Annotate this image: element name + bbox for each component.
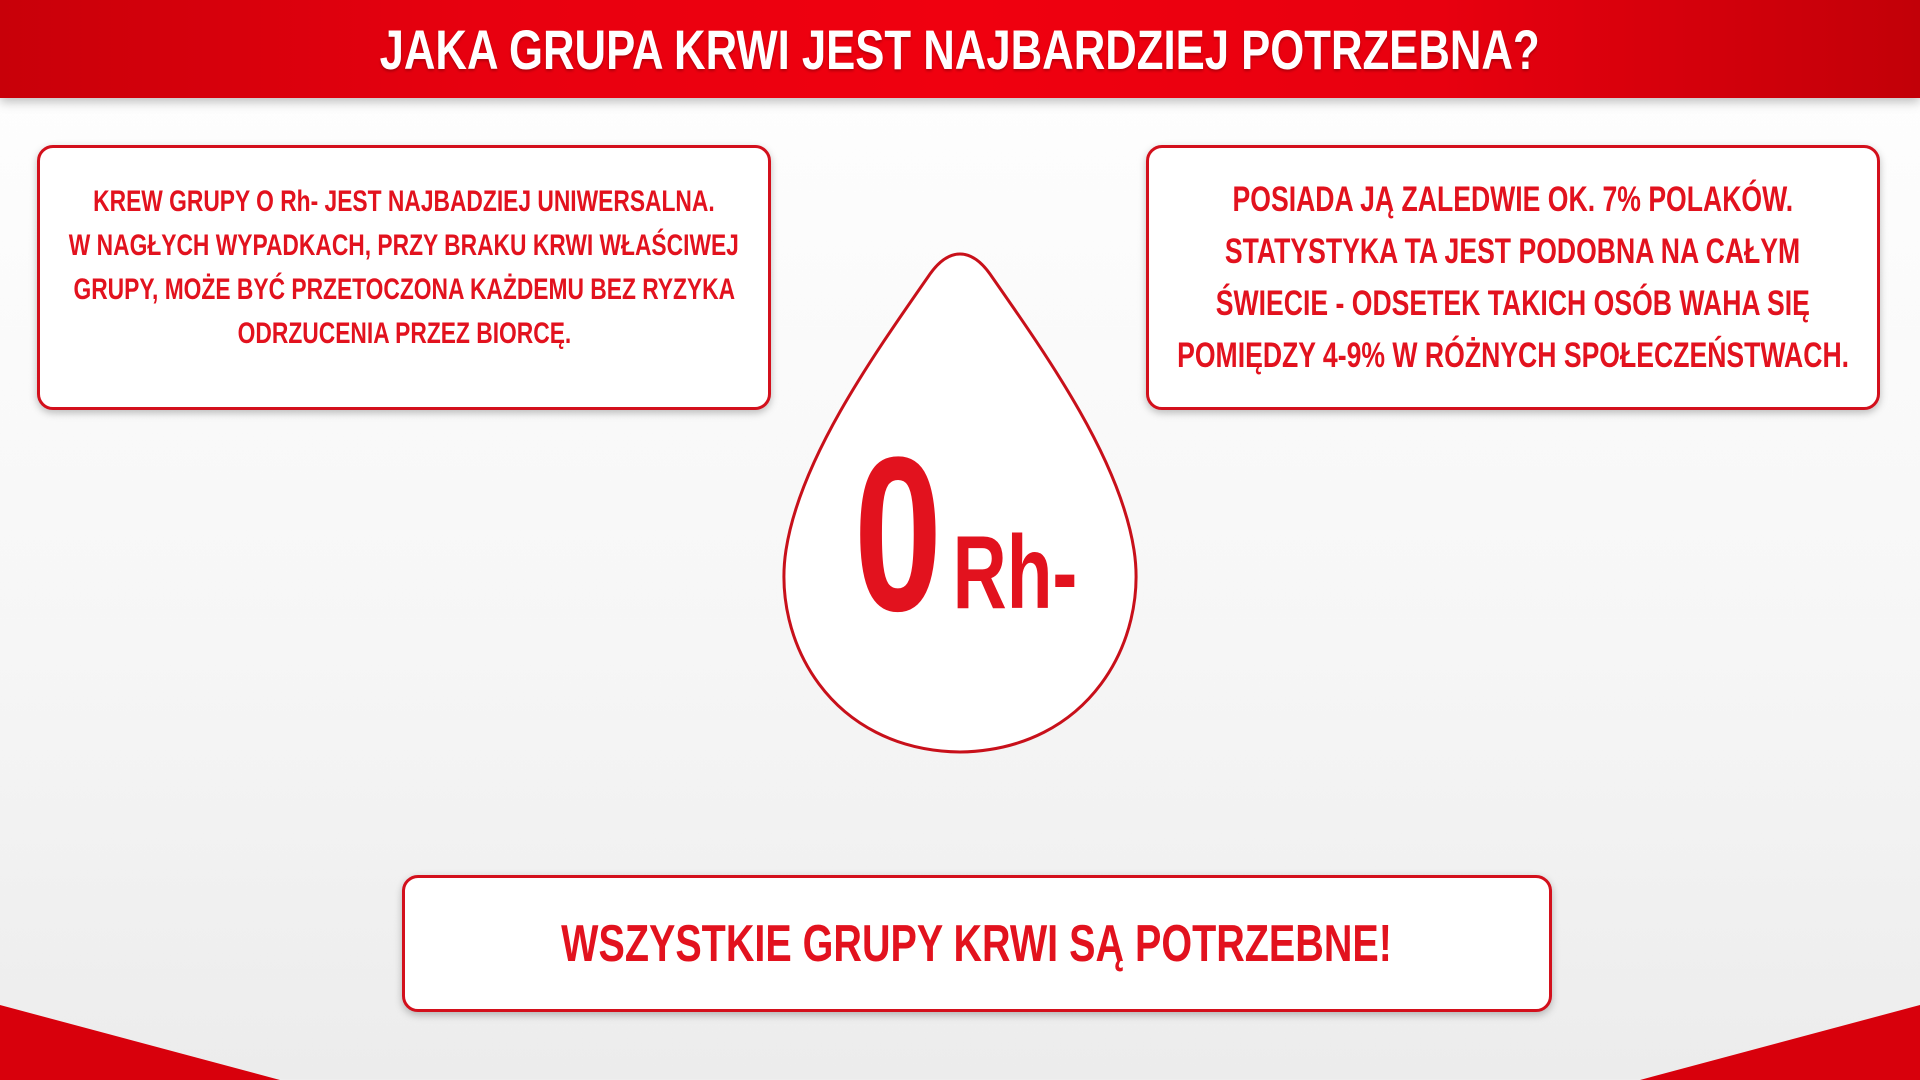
header-bar (0, 0, 1920, 98)
rh-factor-label: Rh- (952, 515, 1078, 631)
blood-drop-outline (784, 254, 1136, 752)
decorative-corner-left (0, 1005, 280, 1080)
blood-group-label: 0 (853, 410, 943, 658)
text-line: ŚWIECIE - ODSETEK TAKICH OSÓB WAHA SIĘ (1215, 283, 1811, 323)
text-line: W NAGŁYCH WYPADKACH, PRZY BRAKU KRWI WŁAŚCIWEJ (68, 228, 740, 262)
statistics-text (1071, 174, 1920, 382)
blood-drop-icon (770, 250, 1150, 760)
text-line: KREW GRUPY O Rh- JEST NAJBADZIEJ UNIWERSALNA. (93, 184, 715, 218)
universal-donor-card (37, 145, 771, 410)
text-line: POSIADA JĄ ZALEDWIE OK. 7% POLAKÓW. (1232, 179, 1794, 219)
universal-donor-text (0, 180, 845, 356)
call-to-action-banner (402, 875, 1552, 1012)
call-to-action-text: WSZYSTKIE GRUPY KRWI SĄ POTRZEBNE! (561, 914, 1393, 973)
decorative-corner-right (1640, 1005, 1920, 1080)
text-line: GRUPY, MOŻE BYĆ PRZETOCZONA KAŻDEMU BEZ RYZYKA (73, 272, 735, 306)
statistics-card (1146, 145, 1880, 410)
text-line: STATYSTYKA TA JEST PODOBNA NA CAŁYM (1225, 231, 1801, 271)
text-line: ODRZUCENIA PRZEZ BIORCĘ. (237, 316, 571, 350)
page-title: JAKA GRUPA KRWI JEST NAJBARDZIEJ POTRZEBNA? (379, 17, 1541, 81)
text-line: POMIĘDZY 4-9% W RÓŻNYCH SPOŁECZEŃSTWACH. (1177, 335, 1849, 375)
